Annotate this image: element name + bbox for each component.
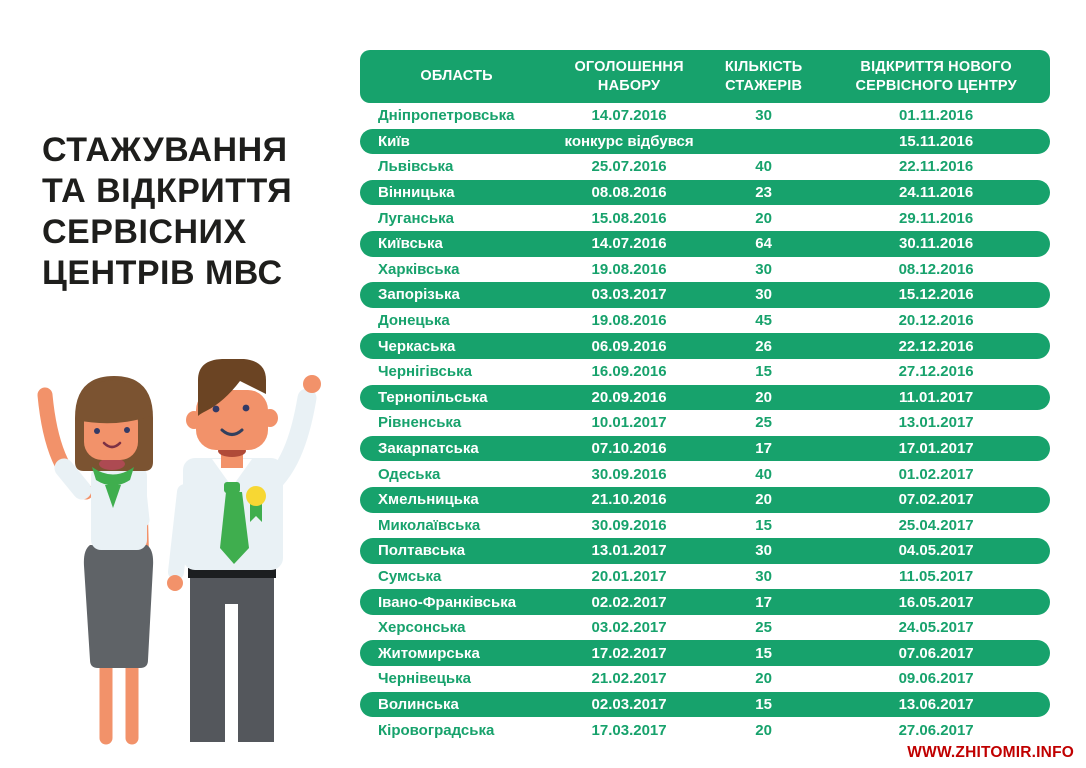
cell-interns: 30 [755, 542, 772, 560]
cell-interns: 15 [755, 695, 772, 713]
cell-opening: 07.06.2017 [898, 644, 974, 662]
cell-announcement: 17.03.2017 [591, 721, 667, 739]
cell-opening: 01.11.2016 [899, 107, 974, 125]
cell-opening: 07.02.2017 [898, 491, 974, 509]
cell-announcement: 19.08.2016 [591, 260, 667, 278]
website-watermark: WWW.ZHITOMIR.INFO [907, 744, 1074, 761]
cell-interns: 64 [755, 235, 772, 253]
cell-region: Львівська [378, 158, 454, 176]
cell-interns: 23 [755, 184, 772, 202]
cell-interns: 17 [755, 593, 772, 611]
cell-opening: 08.12.2016 [898, 260, 974, 278]
cell-region: Донецька [378, 312, 450, 330]
man-eye-right [243, 405, 250, 412]
cell-interns: 26 [755, 337, 772, 355]
cell-region: Волинська [378, 695, 459, 713]
cell-announcement: 25.07.2016 [591, 158, 667, 176]
table-body [360, 103, 1050, 743]
cell-region: Тернопільська [378, 388, 488, 406]
table-row [360, 589, 1050, 615]
cell-region: Чернігівська [378, 363, 472, 381]
cell-interns: 15 [755, 644, 772, 662]
cell-interns: 20 [755, 388, 772, 406]
cell-region: Дніпропетровська [378, 107, 515, 125]
table-row [360, 103, 1050, 129]
woman-eye-right [124, 427, 130, 433]
two-employees-waving-illustration [28, 340, 328, 750]
cell-opening: 16.05.2017 [898, 593, 974, 611]
table-row [360, 666, 1050, 692]
table-row [360, 487, 1050, 513]
table-row [360, 308, 1050, 334]
cell-announcement: 21.02.2017 [591, 670, 667, 688]
cell-region: Херсонська [378, 619, 466, 637]
table-row [360, 180, 1050, 206]
table-row [360, 640, 1050, 666]
cell-opening: 25.04.2017 [898, 516, 974, 534]
cell-interns: 40 [755, 465, 772, 483]
cell-region: Запорізька [378, 286, 460, 304]
table-row [360, 513, 1050, 539]
cell-opening: 30.11.2016 [899, 235, 974, 253]
man-eye-left [213, 406, 220, 413]
cell-opening: 09.06.2017 [898, 670, 974, 688]
cell-announcement: 14.07.2016 [591, 107, 667, 125]
cell-region: Івано-Франківська [378, 593, 517, 611]
cell-opening: 15.12.2016 [898, 286, 974, 304]
cell-announcement: 17.02.2017 [591, 644, 667, 662]
table-row [360, 257, 1050, 283]
cell-announcement: 02.02.2017 [591, 593, 667, 611]
cell-announcement: 16.09.2016 [591, 363, 667, 381]
woman-eye-left [94, 428, 100, 434]
cell-interns: 45 [755, 312, 772, 330]
table-row [360, 564, 1050, 590]
cell-interns: 20 [755, 670, 772, 688]
cell-opening: 29.11.2016 [899, 209, 974, 227]
cell-region: Чернівецька [378, 670, 471, 688]
cell-opening: 17.01.2017 [898, 440, 974, 458]
cell-announcement: 10.01.2017 [591, 414, 667, 432]
cell-announcement: 02.03.2017 [591, 695, 667, 713]
cell-region: Хмельницька [378, 491, 479, 509]
cell-region: Одеська [378, 465, 441, 483]
cell-region: Київська [378, 235, 443, 253]
cell-opening: 24.05.2017 [898, 619, 974, 637]
cell-interns: 17 [755, 440, 772, 458]
cell-region: Миколаївська [378, 516, 481, 534]
man-figure [167, 359, 321, 742]
cell-opening: 15.11.2016 [899, 132, 974, 150]
cell-announcement: 03.03.2017 [591, 286, 667, 304]
table-row [360, 717, 1050, 743]
cell-opening: 13.06.2017 [898, 695, 974, 713]
column-header-opening: ВІДКРИТТЯ НОВОГО СЕРВІСНОГО ЦЕНТРУ [855, 59, 1017, 94]
title-line-4: ЦЕНТРІВ МВС [42, 254, 283, 292]
cell-opening: 22.11.2016 [899, 158, 974, 176]
cell-opening: 04.05.2017 [898, 542, 974, 560]
cell-announcement: 19.08.2016 [591, 312, 667, 330]
cell-announcement: 08.08.2016 [591, 184, 667, 202]
cell-region: Київ [378, 132, 410, 150]
cell-announcement: 07.10.2016 [591, 440, 667, 458]
table-row [360, 231, 1050, 257]
cell-opening: 01.02.2017 [898, 465, 974, 483]
cell-interns: 15 [755, 363, 772, 381]
cell-announcement: 14.07.2016 [591, 235, 667, 253]
table-row [360, 615, 1050, 641]
cell-interns: 20 [755, 491, 772, 509]
cell-interns: 25 [755, 414, 772, 432]
table-row [360, 436, 1050, 462]
table-row [360, 154, 1050, 180]
table-row [360, 385, 1050, 411]
cell-region: Кіровоградська [378, 721, 495, 739]
cell-announcement: 30.09.2016 [591, 516, 667, 534]
cell-announcement: 30.09.2016 [591, 465, 667, 483]
cell-interns: 20 [755, 721, 772, 739]
column-header-announcement: ОГОЛОШЕННЯ НАБОРУ [574, 59, 684, 94]
cell-opening: 22.12.2016 [898, 337, 974, 355]
table-row [360, 410, 1050, 436]
cell-announcement: 21.10.2016 [591, 491, 667, 509]
table-row [360, 333, 1050, 359]
cell-announcement: 06.09.2016 [591, 337, 667, 355]
cell-announcement: конкурс відбувся [564, 132, 694, 150]
cell-region: Рівненська [378, 414, 462, 432]
cell-announcement: 03.02.2017 [591, 619, 667, 637]
cell-opening: 27.06.2017 [898, 721, 974, 739]
cell-opening: 13.01.2017 [898, 414, 974, 432]
column-header-interns: КІЛЬКІСТЬ СТАЖЕРІВ [724, 59, 803, 94]
title-line-3: СЕРВІСНИХ [42, 213, 247, 251]
cell-announcement: 20.09.2016 [591, 388, 667, 406]
cell-opening: 24.11.2016 [899, 184, 974, 202]
cell-opening: 11.05.2017 [899, 567, 974, 585]
table-row [360, 692, 1050, 718]
cell-opening: 11.01.2017 [899, 388, 974, 406]
table-row [360, 129, 1050, 155]
table-header-row [360, 50, 1050, 103]
cell-announcement: 20.01.2017 [591, 567, 667, 585]
cell-region: Полтавська [378, 542, 466, 560]
table-row [360, 359, 1050, 385]
cell-interns: 30 [755, 567, 772, 585]
cell-region: Харківська [378, 260, 460, 278]
cell-interns: 40 [755, 158, 772, 176]
cell-interns: 30 [755, 107, 772, 125]
page-title [42, 130, 292, 294]
table-row [360, 538, 1050, 564]
cell-announcement: 15.08.2016 [591, 209, 667, 227]
woman-figure [45, 376, 153, 738]
cell-region: Житомирська [378, 644, 480, 662]
column-header-region: ОБЛАСТЬ [420, 68, 493, 85]
cell-interns: 30 [755, 286, 772, 304]
title-line-1: СТАЖУВАННЯ [42, 131, 288, 169]
table-row [360, 205, 1050, 231]
cell-announcement: 13.01.2017 [591, 542, 667, 560]
cell-opening: 20.12.2016 [898, 312, 974, 330]
cell-region: Закарпатська [378, 440, 479, 458]
cell-interns: 15 [755, 516, 772, 534]
cell-interns: 20 [755, 209, 772, 227]
internship-table [360, 50, 1050, 743]
table-row [360, 282, 1050, 308]
title-line-2: ТА ВІДКРИТТЯ [42, 172, 293, 210]
cell-region: Вінницька [378, 184, 455, 202]
cell-interns: 30 [755, 260, 772, 278]
cell-region: Сумська [378, 567, 442, 585]
cell-opening: 27.12.2016 [898, 363, 974, 381]
cell-interns: 25 [755, 619, 772, 637]
table-row [360, 461, 1050, 487]
cell-region: Луганська [378, 209, 454, 227]
cell-region: Черкаська [378, 337, 456, 355]
